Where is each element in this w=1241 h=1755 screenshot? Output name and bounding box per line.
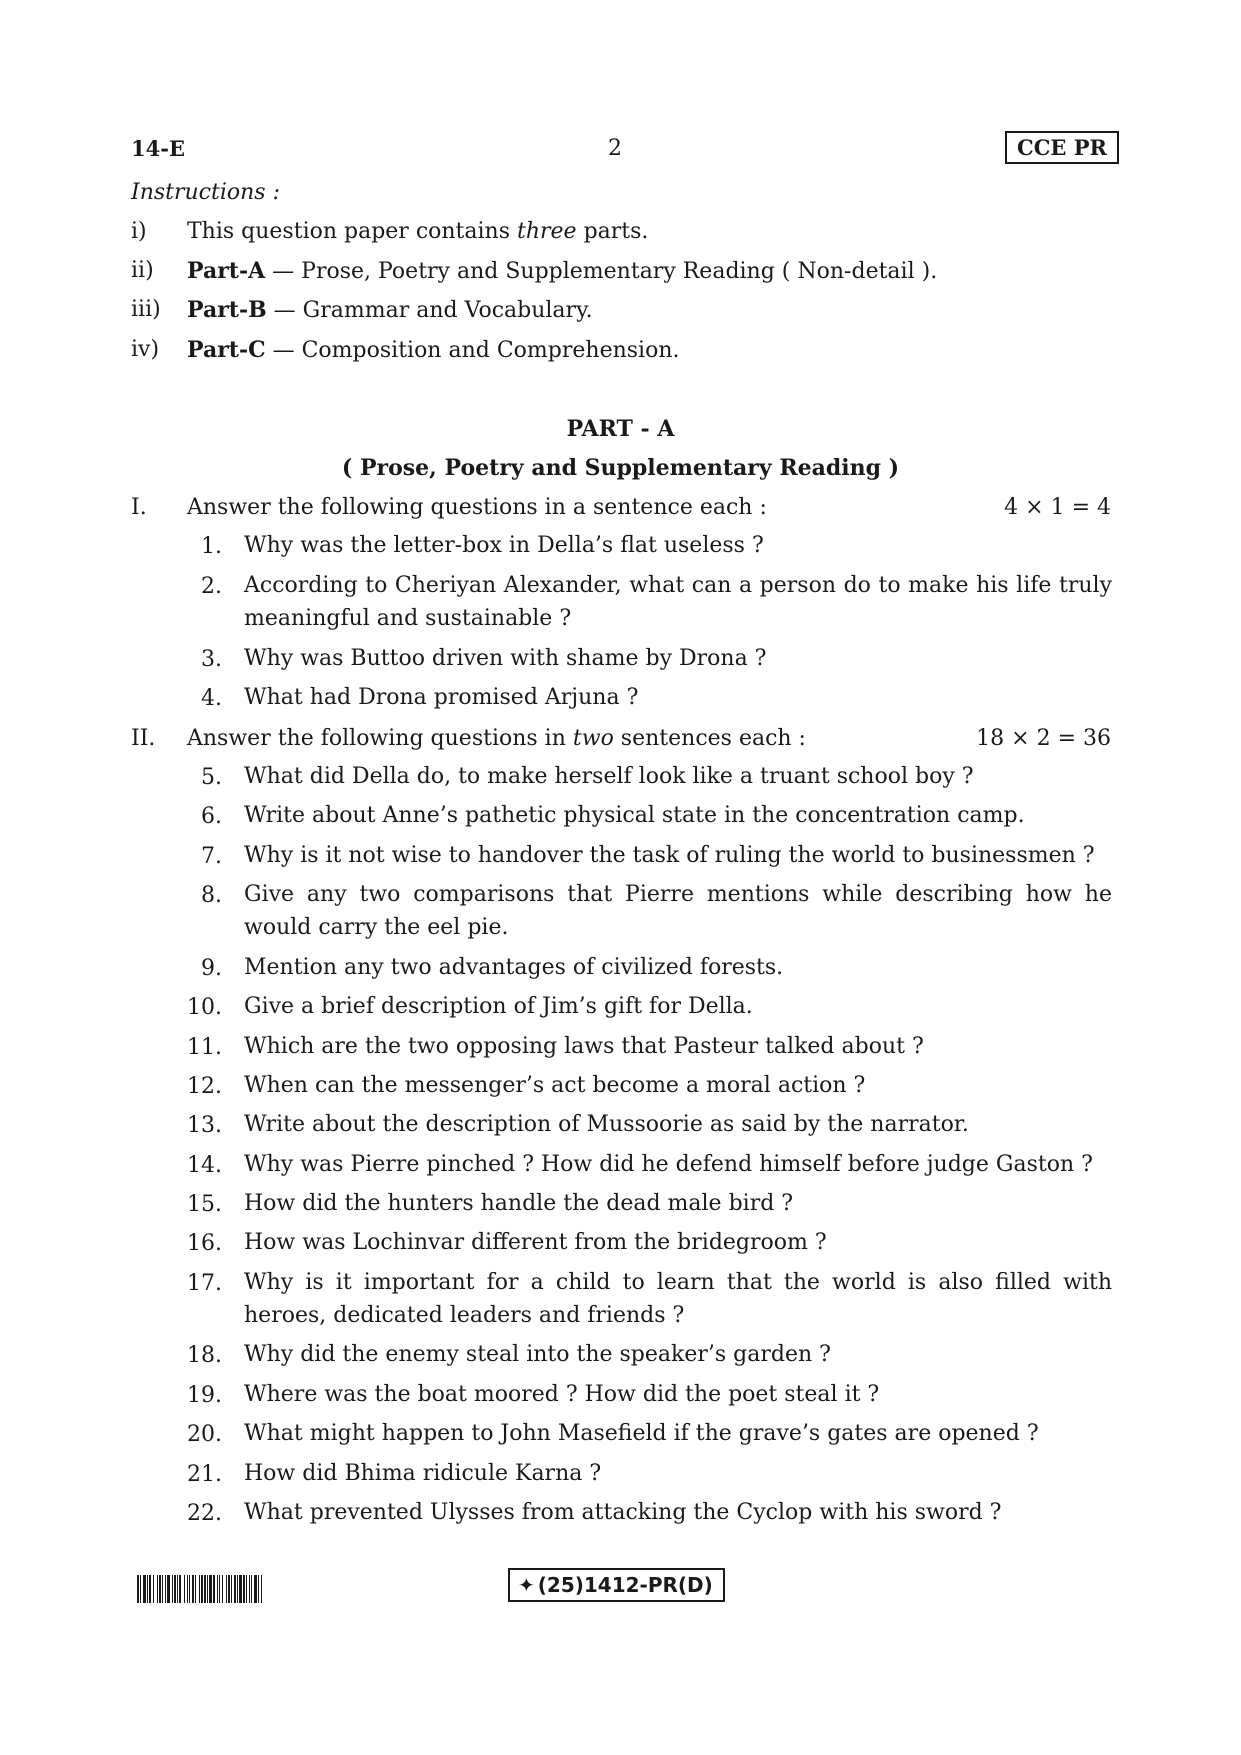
question-number: 11.: [187, 1035, 222, 1060]
question-text: How did the hunters handle the dead male bird ?: [244, 1191, 794, 1216]
question-number: 2.: [201, 574, 222, 599]
question-number: 3.: [201, 647, 222, 672]
barcode-bar: [251, 1575, 252, 1603]
question-number: 20.: [187, 1422, 222, 1447]
question-number: 10.: [187, 995, 222, 1020]
question-number: 21.: [187, 1462, 222, 1487]
instructions-title: Instructions :: [131, 180, 280, 205]
barcode-icon: [137, 1575, 387, 1603]
barcode-bar: [153, 1575, 154, 1603]
series-box: CCE PR: [1005, 131, 1119, 164]
question-text: Why was Buttoo driven with shame by Drona ?: [244, 646, 767, 671]
question-text: Which are the two opposing laws that Pasteur talked about ?: [244, 1034, 924, 1059]
question-number: 9.: [201, 956, 222, 981]
question-number: 14.: [187, 1153, 222, 1178]
barcode-bar: [234, 1575, 236, 1603]
barcode-bar: [217, 1575, 218, 1603]
question-number: 8.: [201, 883, 222, 908]
question-number: 4.: [201, 686, 222, 711]
question-text: What prevented Ulysses from attacking the Cyclop with his sword ?: [244, 1500, 1002, 1525]
question-text: What did Della do, to make herself look like a truant school boy ?: [244, 764, 974, 789]
barcode-bar: [201, 1575, 203, 1603]
question-text: Why is it important for a child to learn that the world is also filled with heroes, dedicated leaders and friends ?: [244, 1270, 1112, 1328]
barcode-bar: [179, 1575, 181, 1603]
question-text: How was Lochinvar different from the bridegroom ?: [244, 1230, 827, 1255]
barcode-bar: [187, 1575, 188, 1603]
barcode-bar: [147, 1575, 148, 1603]
question-text: Why is it not wise to handover the task of ruling the world to businessmen ?: [244, 843, 1095, 868]
question-text: What had Drona promised Arjuna ?: [244, 685, 639, 710]
question-number: 16.: [187, 1231, 222, 1256]
paper-code-box: [508, 1568, 725, 1602]
barcode-bar: [222, 1575, 223, 1603]
question-text: Write about the description of Mussoorie as said by the narrator.: [244, 1112, 969, 1137]
barcode-bar: [226, 1575, 227, 1603]
barcode-bar: [213, 1575, 215, 1603]
star-icon: ✦: [518, 1573, 535, 1597]
barcode-bar: [249, 1575, 250, 1603]
question-text: Why was Pierre pinched ? How did he defend himself before judge Gaston ?: [244, 1152, 1093, 1177]
barcode-bar: [162, 1575, 163, 1603]
barcode-bar: [261, 1575, 262, 1603]
barcode-bar: [246, 1575, 247, 1603]
barcode-bar: [157, 1575, 158, 1603]
barcode-bar: [237, 1575, 238, 1603]
barcode-bar: [258, 1575, 259, 1603]
question-number: 7.: [201, 844, 222, 869]
barcode-bar: [189, 1575, 190, 1603]
question-text: Why was the letter-box in Della’s flat useless ?: [244, 533, 764, 558]
instruction-num: ii): [131, 258, 154, 283]
barcode-bar: [254, 1575, 257, 1603]
section-marks: 4 × 1 = 4: [1004, 495, 1111, 520]
question-number: 22.: [187, 1501, 222, 1526]
question-number: 13.: [187, 1113, 222, 1138]
barcode-bar: [228, 1575, 230, 1603]
barcode-bar: [177, 1575, 178, 1603]
question-number: 15.: [187, 1192, 222, 1217]
question-number: 6.: [201, 804, 222, 829]
question-text: Where was the boat moored ? How did the poet steal it ?: [244, 1382, 880, 1407]
barcode-bar: [239, 1575, 242, 1603]
question-text: What might happen to John Masefield if the grave’s gates are opened ?: [244, 1421, 1039, 1446]
instruction-num: iii): [131, 297, 161, 322]
barcode-bar: [137, 1575, 139, 1603]
part-subtitle: ( Prose, Poetry and Supplementary Reading ): [341, 455, 900, 481]
section-instruction: Answer the following questions in two sentences each :: [187, 726, 806, 751]
instruction-num: iv): [131, 337, 160, 362]
barcode-bar: [174, 1575, 176, 1603]
barcode-bar: [243, 1575, 245, 1603]
question-text: Mention any two advantages of civilized forests.: [244, 955, 784, 980]
question-number: 1.: [201, 534, 222, 559]
barcode-bar: [207, 1575, 208, 1603]
section-number: II.: [131, 726, 156, 751]
question-number: 19.: [187, 1383, 222, 1408]
question-text: Why did the enemy steal into the speaker’s garden ?: [244, 1342, 831, 1367]
barcode-bar: [165, 1575, 166, 1603]
barcode-bar: [231, 1575, 232, 1603]
paper-subject-code: 14-E: [131, 136, 185, 161]
barcode-bar: [149, 1575, 151, 1603]
page-number: 2: [608, 136, 622, 161]
question-number: 12.: [187, 1074, 222, 1099]
barcode-bar: [167, 1575, 170, 1603]
question-text: How did Bhima ridicule Karna ?: [244, 1461, 602, 1486]
barcode-bar: [192, 1575, 194, 1603]
instruction-text: Part-A — Prose, Poetry and Supplementary Reading ( Non-detail ).: [187, 258, 938, 284]
instruction-text: Part-B — Grammar and Vocabulary.: [187, 297, 593, 323]
barcode-bar: [140, 1575, 141, 1603]
paper-code: (25)1412-PR(D): [537, 1573, 713, 1597]
barcode-bar: [209, 1575, 212, 1603]
instruction-text: This question paper contains three parts.: [187, 219, 649, 244]
question-number: 18.: [187, 1343, 222, 1368]
barcode-bar: [199, 1575, 200, 1603]
question-text: Give a brief description of Jim’s gift for Della.: [244, 994, 753, 1019]
section-number: I.: [131, 495, 147, 520]
barcode-bar: [195, 1575, 196, 1603]
part-title: PART - A: [566, 416, 675, 442]
question-number: 5.: [201, 765, 222, 790]
barcode-bar: [184, 1575, 185, 1603]
instruction-num: i): [131, 219, 147, 244]
barcode-bar: [204, 1575, 206, 1603]
question-text: Give any two comparisons that Pierre mentions while describing how he would carry the eel pie.: [244, 882, 1112, 940]
barcode-bar: [219, 1575, 220, 1603]
barcode-bar: [172, 1575, 173, 1603]
question-text: According to Cheriyan Alexander, what can a person do to make his life truly meaningful and sustainable ?: [244, 573, 1112, 631]
section-instruction: Answer the following questions in a sentence each :: [187, 495, 767, 520]
section-marks: 18 × 2 = 36: [976, 726, 1111, 751]
barcode-bar: [143, 1575, 146, 1603]
barcode-bar: [159, 1575, 161, 1603]
instruction-text: Part-C — Composition and Comprehension.: [187, 337, 680, 363]
question-text: When can the messenger’s act become a moral action ?: [244, 1073, 866, 1098]
question-text: Write about Anne’s pathetic physical state in the concentration camp.: [244, 803, 1025, 828]
question-number: 17.: [187, 1271, 222, 1296]
